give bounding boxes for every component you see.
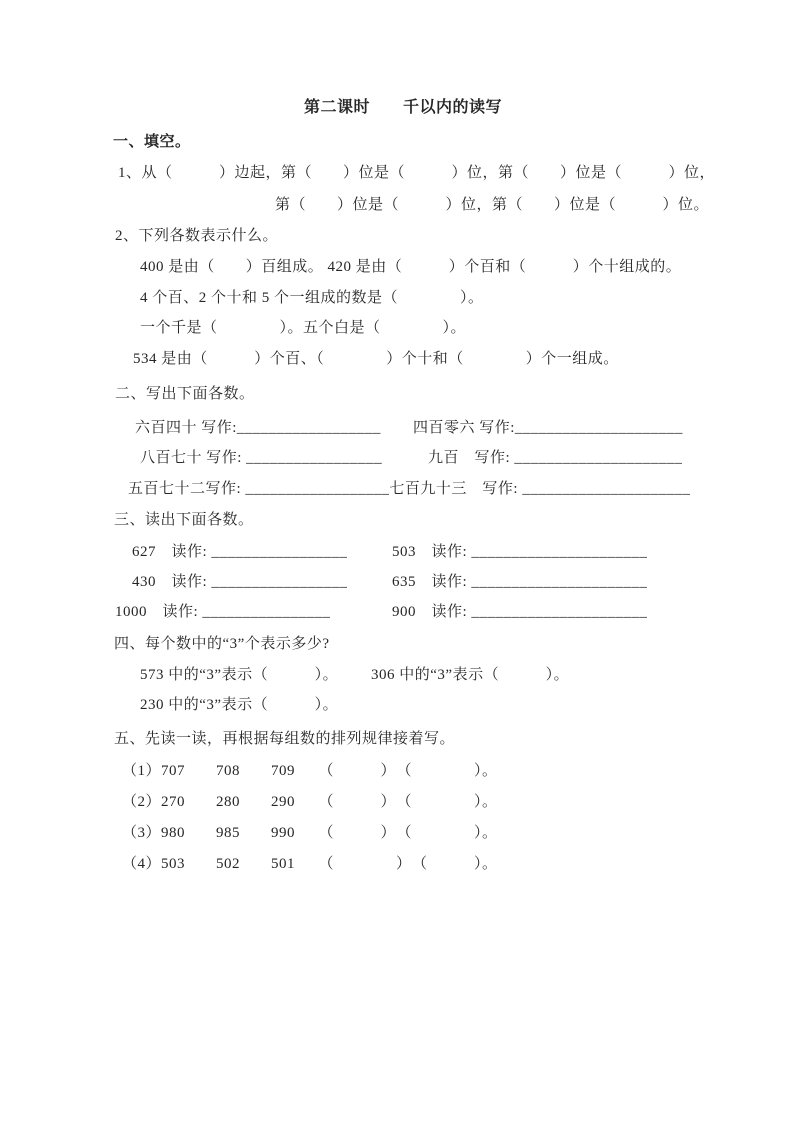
section-3-read-numbers-line-6: 900 读作: ______________________ xyxy=(392,604,648,620)
section-1-fill-blanks-line-4: 400 是由（ ）百组成。 420 是由（ ）个百和（ ）个十组成的。 xyxy=(140,259,682,275)
section-4-meaning-of-3-line-3: 230 中的“3”表示（ ）。 xyxy=(140,697,339,713)
section-4-meaning-of-3-line-2: 306 中的“3”表示（ ）。 xyxy=(371,667,570,683)
section-3-read-numbers-line-5: 1000 读作: ________________ xyxy=(115,604,331,620)
section-1-fill-blanks-line-2: 第（ ）位是（ ）位，第（ ）位是（ ）位。 xyxy=(275,197,710,213)
section-1-fill-blanks-line-5: 4 个百、2 个十和 5 个一组成的数是（ ）。 xyxy=(140,290,484,306)
section-1-fill-blanks-line-3: 2、下列各数表示什么。 xyxy=(115,228,279,244)
section-5-continue-pattern-heading: 五、先读一读，再根据每组数的排列规律接着写。 xyxy=(114,731,456,747)
section-4-meaning-of-3-heading: 四、每个数中的“3”个表示多少? xyxy=(114,636,330,652)
section-3-read-numbers-heading: 三、读出下面各数。 xyxy=(114,512,254,528)
section-2-write-numbers-line-5: 五百七十二写作: __________________七百九十三 写作: _____________________ xyxy=(128,481,691,497)
section-3-read-numbers-line-1: 627 读作: _________________ xyxy=(132,544,348,560)
section-5-continue-pattern-line-3: （3）980 985 990 （ ） （ ）。 xyxy=(122,825,498,841)
section-3-read-numbers-line-4: 635 读作: ______________________ xyxy=(392,574,648,590)
section-1-fill-blanks-heading: 一、填空。 xyxy=(113,134,191,150)
section-1-fill-blanks-line-1: 1、从（ ）边起，第（ ）位是（ ）位，第（ ）位是（ ）位， xyxy=(118,165,716,181)
section-2-write-numbers-line-3: 八百七十 写作: _________________ xyxy=(140,450,383,466)
section-3-read-numbers-line-3: 430 读作: _________________ xyxy=(132,574,348,590)
section-1-fill-blanks-line-6: 一个千是（ ）。五个白是（ ）。 xyxy=(140,320,467,336)
section-2-write-numbers-line-4: 九百 写作: _____________________ xyxy=(428,450,683,466)
worksheet-title: 第二课时 千以内的读写 xyxy=(304,99,503,116)
section-1-fill-blanks-line-7: 534 是由（ ）个百、（ ）个十和（ ）个一组成。 xyxy=(133,351,619,367)
section-3-read-numbers-line-2: 503 读作: ______________________ xyxy=(392,544,648,560)
section-5-continue-pattern-line-4: （4）503 502 501 （ ） （ ）。 xyxy=(122,856,498,872)
section-2-write-numbers-heading: 二、写出下面各数。 xyxy=(115,386,255,402)
section-5-continue-pattern-line-2: （2）270 280 290 （ ） （ ）。 xyxy=(122,794,498,810)
section-2-write-numbers-line-2: 四百零六 写作:_____________________ xyxy=(413,420,683,436)
section-2-write-numbers-line-1: 六百四十 写作:__________________ xyxy=(135,420,381,436)
section-5-continue-pattern-line-1: （1）707 708 709 （ ） （ ）。 xyxy=(122,763,498,779)
section-4-meaning-of-3-line-1: 573 中的“3”表示（ ）。 xyxy=(140,667,339,683)
